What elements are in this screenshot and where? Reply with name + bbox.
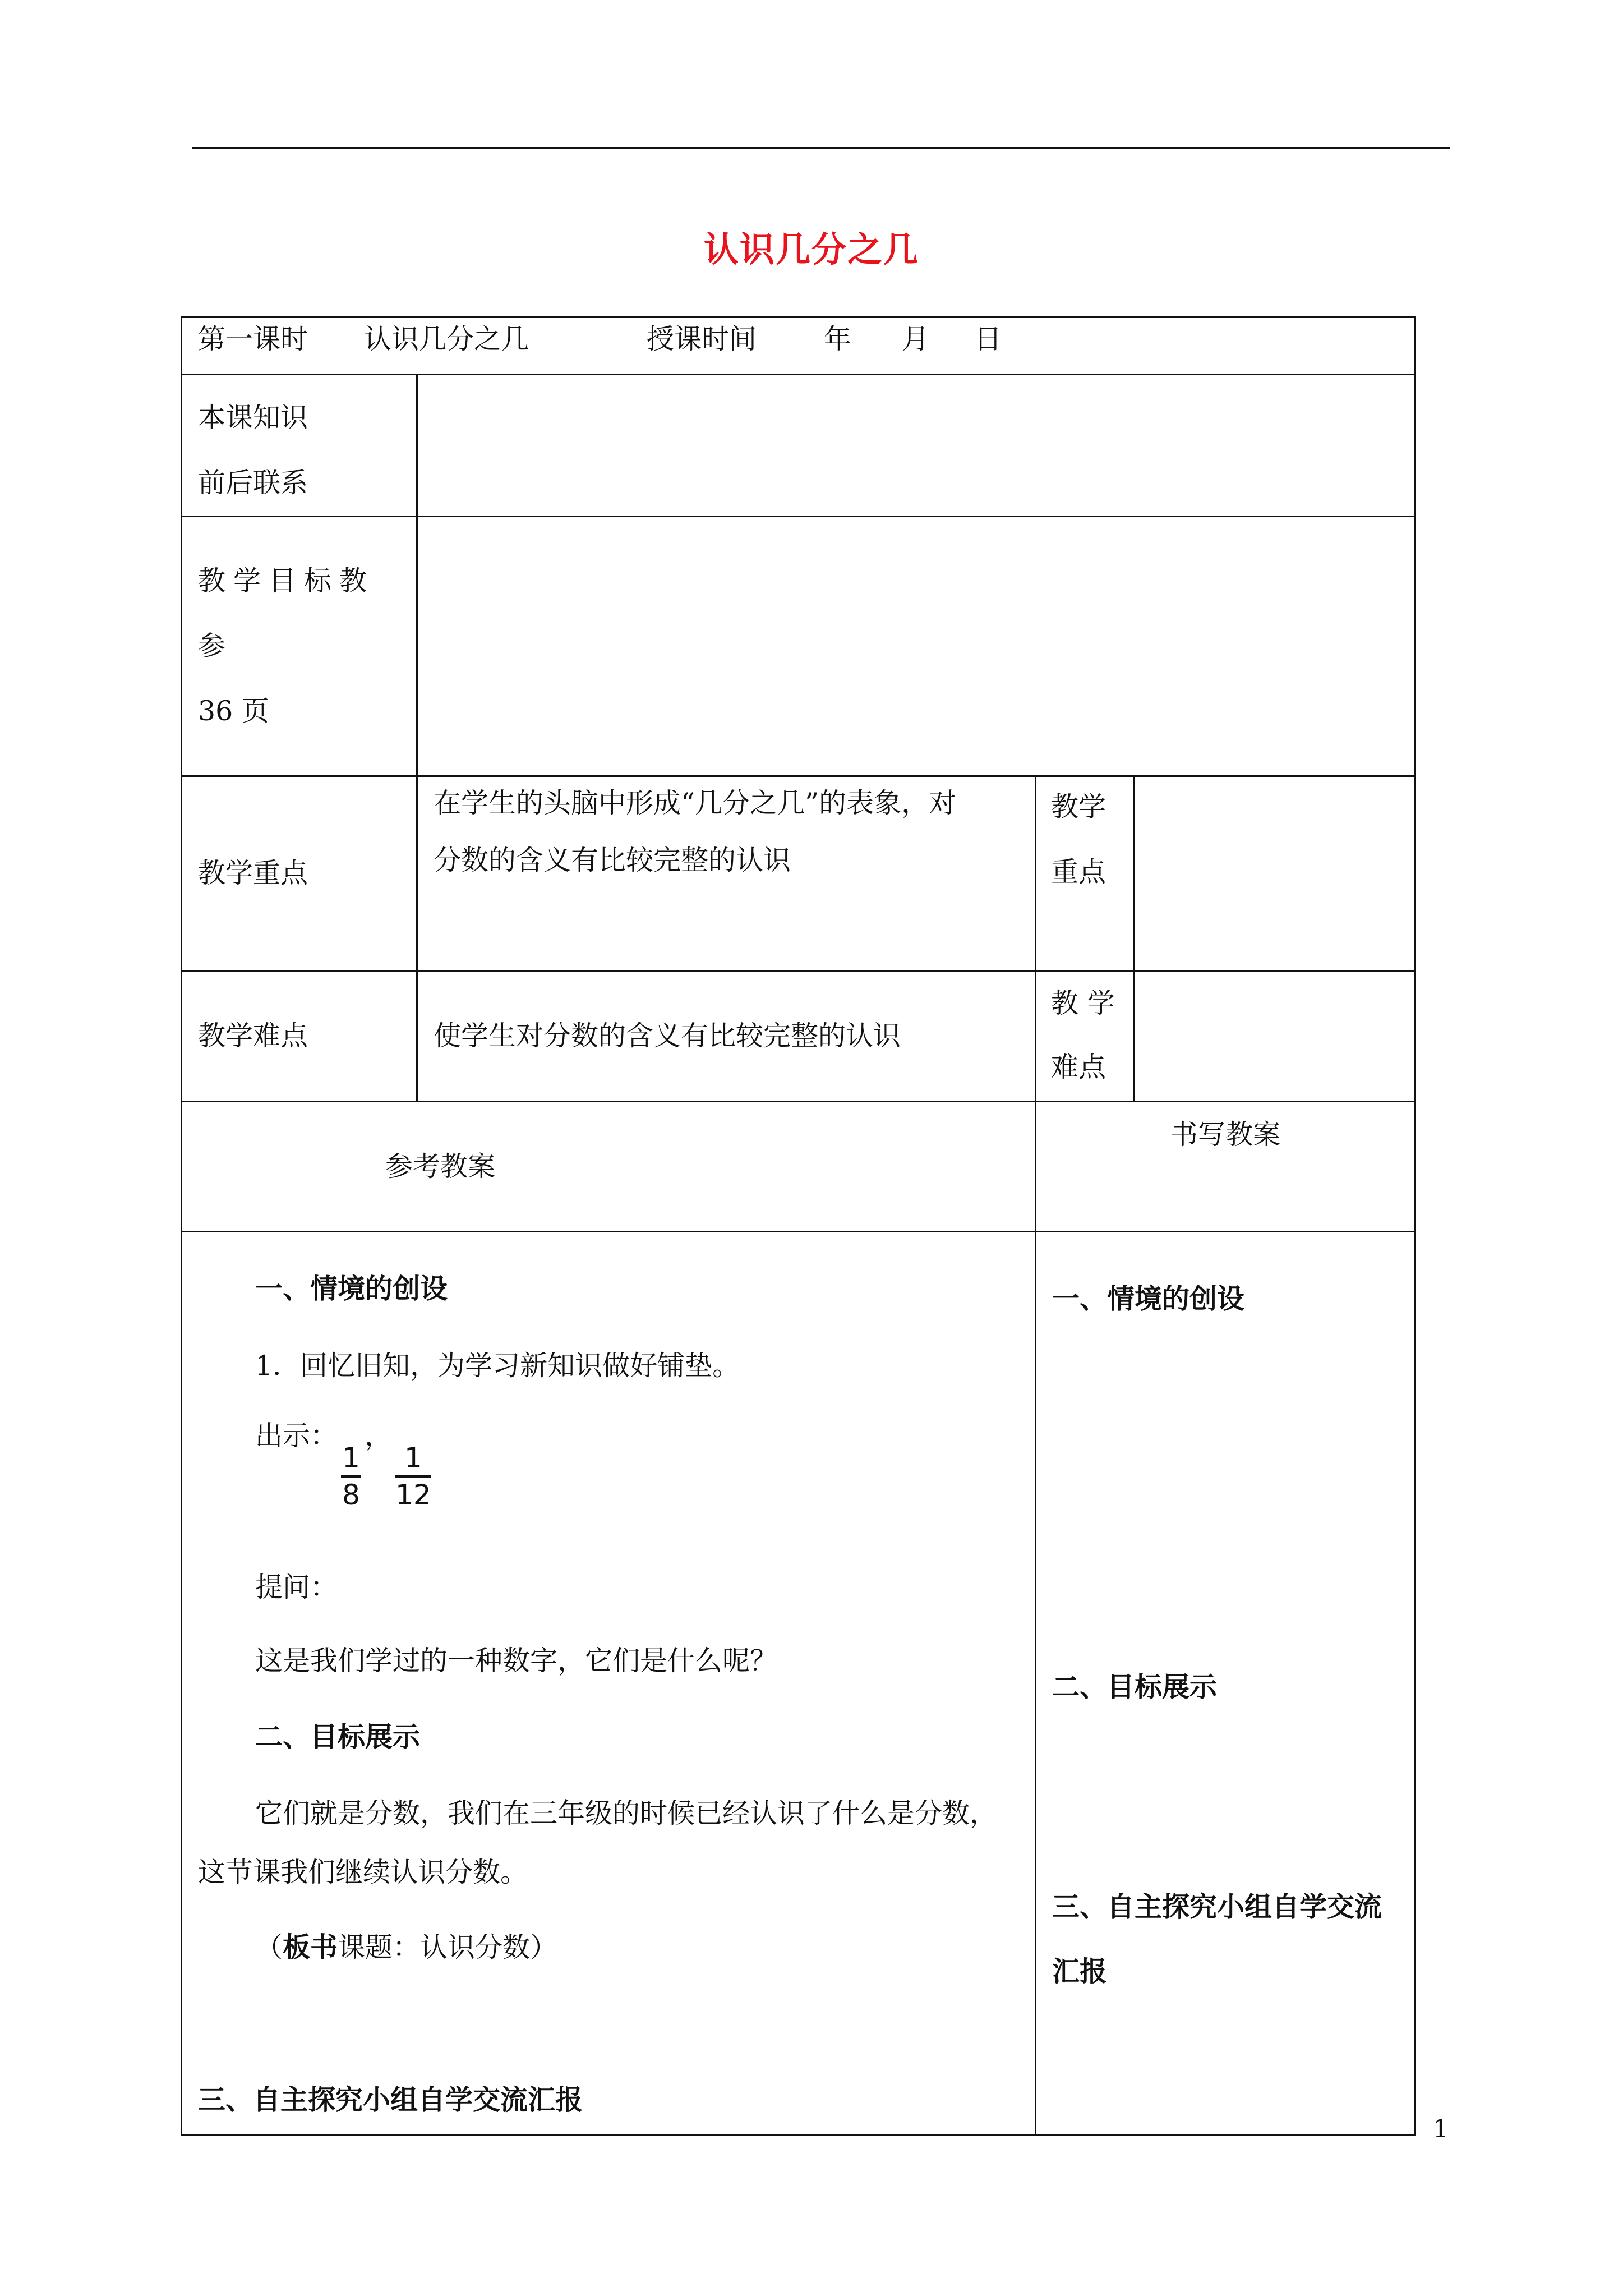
document-title: 认识几分之几: [703, 229, 919, 270]
objectives-content-cell: [417, 517, 1415, 776]
written-section3-line1: 三、自主探究小组自学交流: [1052, 1890, 1382, 1923]
page-number: 1: [1433, 2115, 1449, 2143]
fraction-one-twelfth: [395, 1441, 431, 1512]
ref-section1-heading: 一、情境的创设: [255, 1272, 448, 1305]
connections-label-line1: 本课知识: [198, 402, 308, 434]
difficulties-label-cell: [182, 971, 417, 1102]
day-label: 日: [974, 323, 1002, 355]
written-plan-header: 书写教案: [1170, 1119, 1281, 1151]
difficulties-side-label-cell: [1036, 971, 1134, 1102]
difficulties-content: 使学生对分数的含义有比较完整的认识: [434, 1020, 901, 1052]
teaching-time-label: 授课时间: [647, 323, 757, 355]
key-points-line2: 分数的含义有比较完整的认识: [434, 844, 791, 876]
key-points-content-cell: [417, 776, 1036, 971]
ref-item1: 1．回忆旧知，为学习新知识做好铺垫。: [255, 1350, 740, 1382]
connections-row: [182, 375, 1415, 517]
ref-question-label: 提问：: [255, 1571, 338, 1603]
ref-board-bold: 板书: [283, 1931, 338, 1963]
month-label: 月: [902, 323, 930, 355]
table-header-row: [182, 318, 1415, 375]
lesson-header-cell: [182, 318, 1415, 375]
difficulties-side-label-line2: 难点: [1051, 1051, 1106, 1083]
ref-para-line1: 它们就是分数，我们在三年级的时候已经认识了什么是分数，: [255, 1797, 998, 1829]
year-label: 年: [824, 323, 852, 355]
fraction2-numerator: 1: [404, 1442, 422, 1474]
key-points-side-label-line2: 重点: [1051, 856, 1106, 888]
connections-label-line2: 前后联系: [198, 467, 308, 499]
written-plan-cell: [1036, 1232, 1415, 2136]
fraction1-numerator: 1: [342, 1442, 360, 1474]
fraction2-denominator: 12: [395, 1479, 431, 1511]
difficulties-side-content-cell: [1134, 971, 1415, 1102]
written-section1-heading: 一、情境的创设: [1052, 1282, 1245, 1315]
written-plan-body: [1036, 1232, 1414, 2134]
key-points-side-content-cell: [1134, 776, 1415, 971]
lesson-plan-table: [181, 316, 1416, 2136]
plan-body-row: [182, 1232, 1415, 2136]
written-section3-line2: 汇报: [1052, 1955, 1108, 1987]
lesson-number: 第一课时: [198, 323, 308, 355]
objectives-label-line1: 教学目标教参: [198, 565, 375, 662]
objectives-label-line2: 36 页: [198, 695, 269, 727]
reference-plan-cell: [182, 1232, 1036, 2136]
header-rule: [192, 147, 1450, 149]
reference-plan-body: [182, 1232, 1035, 2134]
ref-show-line: [255, 1404, 1035, 1512]
ref-board-open: （: [255, 1931, 283, 1963]
fraction-one-eighth: [341, 1441, 361, 1512]
ref-question: 这是我们学过的一种数字，它们是什么呢？: [255, 1645, 778, 1677]
ref-board-rest: 课题：认识分数）: [338, 1931, 558, 1963]
objectives-label-cell: [182, 517, 417, 776]
connections-label-cell: [182, 375, 417, 517]
objectives-row: [182, 517, 1415, 776]
fraction-separator: ，: [365, 1420, 393, 1452]
difficulties-content-cell: [417, 971, 1036, 1102]
ref-para-line2: 这节课我们继续认识分数。: [198, 1856, 528, 1888]
ref-section2-heading: 二、目标展示: [255, 1720, 421, 1753]
plan-headers-row: [182, 1102, 1415, 1232]
reference-plan-header-cell: [182, 1102, 1036, 1232]
key-points-side-label-line1: 教学: [1051, 791, 1106, 823]
key-points-row: [182, 776, 1415, 971]
lesson-topic: 认识几分之几: [364, 323, 529, 355]
ref-section3-heading: 三、自主探究小组自学交流汇报: [198, 2083, 583, 2116]
written-section2-heading: 二、目标展示: [1052, 1671, 1218, 1703]
written-plan-header-cell: [1036, 1102, 1415, 1232]
key-points-line1: 在学生的头脑中形成“几分之几”的表象，对: [434, 787, 957, 819]
fraction1-denominator: 8: [342, 1479, 360, 1511]
key-points-side-label-cell: [1036, 776, 1134, 971]
ref-board-note: [255, 1915, 1035, 1980]
connections-content-cell: [417, 375, 1415, 517]
difficulties-side-label-line1: 教 学: [1051, 987, 1115, 1019]
ref-show-label: 出示：: [255, 1420, 338, 1452]
key-points-label: 教学重点: [198, 857, 308, 889]
key-points-label-cell: [182, 776, 417, 971]
difficulties-row: [182, 971, 1415, 1102]
difficulties-label: 教学难点: [198, 1020, 308, 1052]
reference-plan-header: 参考教案: [385, 1150, 496, 1182]
